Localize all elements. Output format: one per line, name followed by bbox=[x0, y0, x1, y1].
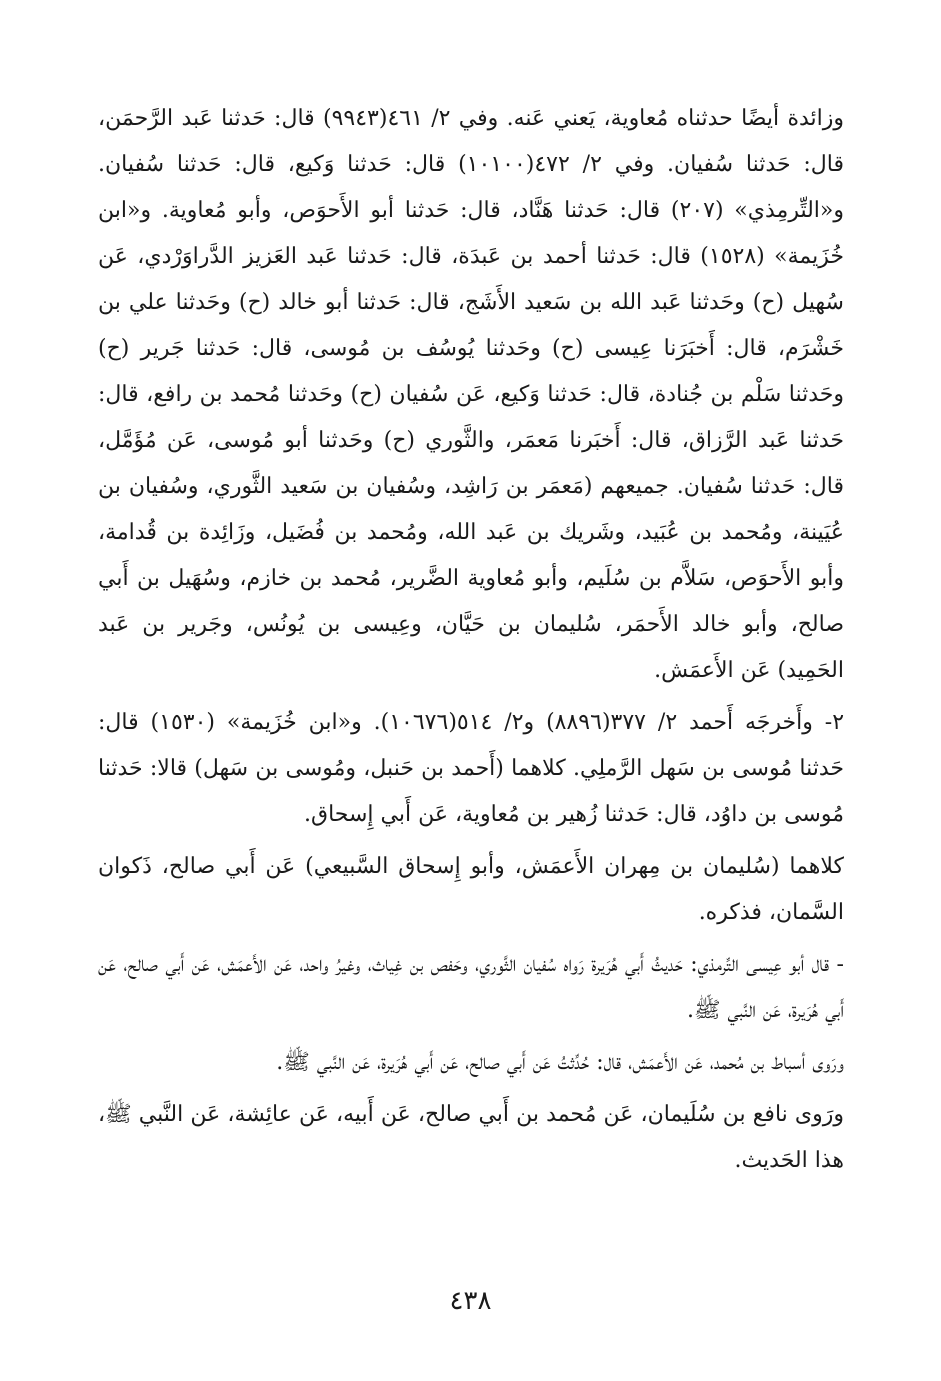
paragraph-takhrij-2: ٢- وأَخرجَه أَحمد ٢/ ٣٧٧(٨٨٩٦) و٢/ ٥١٤(١٠٦٧٦). و«ابن خُزَيمة» (١٥٣٠) قال: حَدثنا مُوسى بن سَهل الرَّملِي. كلاهما (أَحمد بن حَنبل، ومُوسى بن سَهل) قالا: حَدثنا مُوسى بن داوُد، قال: حَدثنا زُهير بن مُعاوية، عَن أَبي إِسحاق. bbox=[98, 710, 845, 827]
paragraph-isnad-1: وزائدة أيضًا حدثناه مُعاوية، يَعني عَنه. وفي ٢/ ٤٦١(٩٩٤٣) قال: حَدثنا عَبد الرَّحمَن، قال: حَدثنا سُفيان. وفي ٢/ ٤٧٢(١٠١٠٠) قال: حَدثنا وَكيع، قال: حَدثنا سُفيان. و«التِّرمِذي» (٢٠٧) قال: حَدثنا هَنَّاد، قال: حَدثنا أبو الأَحوَص، وأبو مُعاوية. و«ابن خُزَيمة» (١٥٢٨) قال: حَدثنا أحمد بن عَبدَة، قال: حَدثنا عَبد العَزيز الدَّراوَرْدي، عَن سُهيل (ح) وحَدثنا عَبد الله بن سَعيد الأَشَج، قال: حَدثنا أبو خالد (ح) وحَدثنا علي بن خَشْرَم، قال: أَخبَرَنا عِيسى (ح) وحَدثنا يُوسُف بن مُوسى، قال: حَدثنا جَرير (ح) وحَدثنا سَلْم بن جُنادة، قال: حَدثنا وَكيع، عَن سُفيان (ح) وحَدثنا مُحمد بن رافع، قال: حَدثنا عَبد الرَّزاق، قال: أَخبَرنا مَعمَر، والثَّوري (ح) وحَدثنا أبو مُوسى، عَن مُؤَمَّل، قال: حَدثنا سُفيان. جميعهم (مَعمَر بن رَاشِد، وسُفيان بن سَعيد الثَّوري، وسُفيان بن عُيَينة، ومُحمد بن عُبَيد، وشَريك بن عَبد الله، ومُحمد بن فُضَيل، وزَائِدة بن قُدامة، وأبو الأَحوَص، سَلاَّم بن سُلَيم، وأبو مُعاوية الضَّرير، مُحمد بن خازم، وسُهَيل بن أَبي صالح، وأبو خالد الأَحمَر، سُليمان بن حَيَّان، وعِيسى بن يُونُس، وجَرير بن عَبد الحَمِيد) عَن الأَعمَش. bbox=[98, 106, 845, 683]
paragraph-nafi-narration: ورَوى نافع بن سُلَيمان، عَن مُحمد بن أَبي صالح، عَن أَبيه، عَن عائِشة، عَن النَّبي ﷺ، هذا الحَديث. bbox=[98, 1102, 844, 1173]
paragraph-tirmidhi-comment: - قال أبو عِيسى التِّرمذي: حَديثُ أَبي هُرَيرة رَواه سُفيان الثَّوري، وحَفص بن غِياث، وغيرُ واحد، عَن الأَعمَش، عَن أَبي صالح، عَن أَبي هُرَيرة، عَن النَّبي ﷺ. bbox=[98, 952, 844, 1023]
paragraph-asbat-narration: ورَوى أسباط بن مُحمد، عَن الأَعمَش، قال: حُدِّثتُ عَن أَبي صالح، عَن أَبي هُرَيرة، عَن النَّبي ﷺ. bbox=[276, 1050, 844, 1075]
body-text bbox=[98, 96, 844, 1184]
page-number: ٤٣٨ bbox=[449, 1286, 492, 1316]
paragraph-summary: كلاهما (سُليمان بن مِهران الأَعمَش، وأبو إِسحاق السَّبيعي) عَن أَبي صالح، ذَكوان السَّمان، فذكره. bbox=[98, 854, 844, 925]
